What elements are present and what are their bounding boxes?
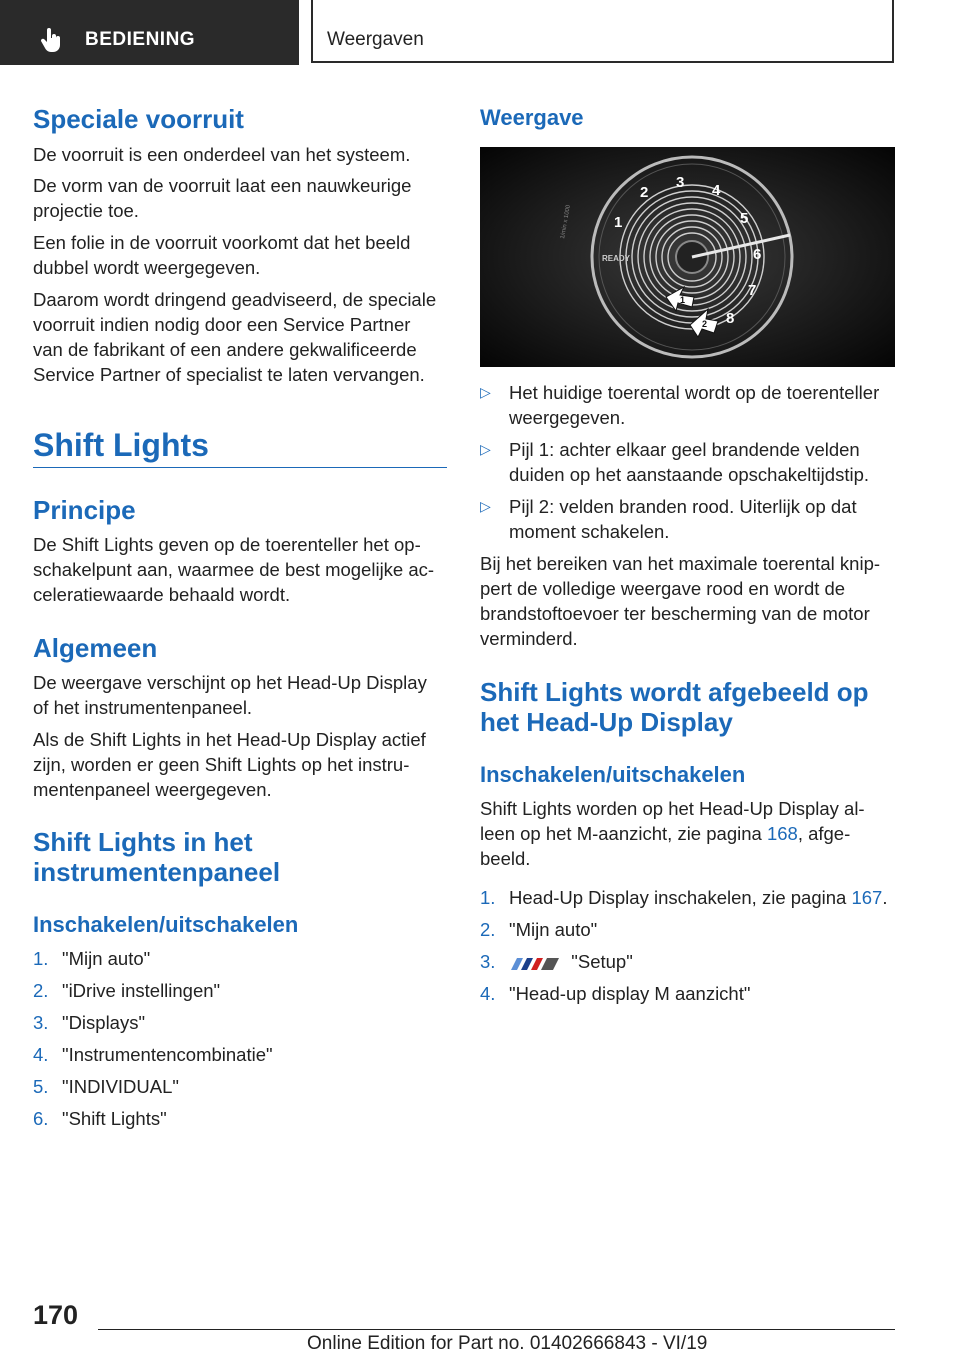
heading-algemeen: Algemeen <box>33 633 158 663</box>
paragraph: Daarom wordt dringend geadviseerd, de speciale <box>33 289 437 310</box>
list-item: ▷ Het huidige toerental wordt op de toerenteller weergegeven. <box>480 382 880 428</box>
paragraph: pert de volledige weergave rood en wordt de <box>480 578 846 599</box>
footer-rule <box>98 1329 895 1330</box>
chapter-label: Weergaven <box>327 29 424 50</box>
paragraph: mentenpaneel weergegeven. <box>33 779 272 800</box>
list-item: 3. "Displays" <box>33 1012 146 1033</box>
paragraph: brandstoftoevoer ter bescherming van de motor <box>480 603 870 624</box>
heading-instr-l2: instrumentenpaneel <box>33 857 281 887</box>
section-label: BEDIENING <box>85 29 196 50</box>
paragraph: De voorruit is een onderdeel van het systeem. <box>33 144 411 165</box>
paragraph: schakelpunt aan, waarmee de best mogelijke ac- <box>33 559 435 580</box>
gauge-number: 5 <box>740 210 749 227</box>
gauge-number: 8 <box>726 310 735 327</box>
heading-shift-lights: Shift Lights <box>33 427 209 463</box>
list-item: 3. "Setup" <box>480 951 633 972</box>
chapter-tab[interactable] <box>311 0 894 63</box>
heading-weergave: Weergave <box>480 105 584 130</box>
paragraph: of het instrumentenpaneel. <box>33 697 253 718</box>
paragraph: Een folie in de voorruit voorkomt dat het beeld <box>33 232 411 253</box>
heading-inschakelen-right: Inschakelen/uitschakelen <box>480 762 746 787</box>
paragraph: van de fabrikant of een andere gekwalificeerde <box>33 339 417 360</box>
svg-text:1: 1 <box>680 295 686 305</box>
page-number: 170 <box>33 1300 79 1330</box>
paragraph: voorruit indien nodig door een Service Partner <box>33 314 411 335</box>
paragraph: Service Partner of specialist te laten vervangen. <box>33 364 425 385</box>
paragraph: zijn, worden er geen Shift Lights op het instru- <box>33 754 410 775</box>
gauge-number: 3 <box>676 174 685 191</box>
gauge-number: 2 <box>640 184 649 201</box>
list-item: 4. "Head-up display M aanzicht" <box>480 983 751 1004</box>
list-item: 6. "Shift Lights" <box>33 1108 167 1129</box>
heading-principe: Principe <box>33 495 136 525</box>
list-item: ▷ Pijl 2: velden branden rood. Uiterlijk op dat moment schakelen. <box>480 496 857 542</box>
list-item: 2. "iDrive instellingen" <box>33 980 221 1001</box>
svg-text:2: 2 <box>702 319 708 329</box>
tachometer-illustration <box>480 147 895 367</box>
paragraph: Als de Shift Lights in het Head-Up Display actief <box>33 729 426 750</box>
list-item: ▷ Pijl 1: achter elkaar geel brandende velden duiden op het aanstaande opschakeltijdstip. <box>480 439 869 485</box>
paragraph: projectie toe. <box>33 200 139 221</box>
list-item: 2. "Mijn auto" <box>480 919 598 940</box>
paragraph: De vorm van de voorruit laat een nauwkeurige <box>33 175 412 196</box>
heading-instr-l1: Shift Lights in het <box>33 827 253 857</box>
paragraph: Shift Lights worden op het Head-Up Display al- <box>480 798 865 819</box>
edition-text: Online Edition for Part no. 01402666843 - VI/19 <box>307 1333 708 1354</box>
paragraph: Bij het bereiken van het maximale toerental knip- <box>480 553 881 574</box>
paragraph: beeld. <box>480 848 531 869</box>
ready-label: READY <box>602 254 631 263</box>
list-item: 4. "Instrumentencombinatie" <box>33 1044 273 1065</box>
gauge-number: 6 <box>753 246 762 263</box>
heading-speciale-voorruit: Speciale voorruit <box>33 104 244 134</box>
heading-hud-l2: het Head-Up Display <box>480 707 733 737</box>
gauge-number: 1 <box>614 214 623 231</box>
list-item: 1. Head-Up Display inschakelen, zie pagina 167. <box>480 887 888 908</box>
paragraph: dubbel wordt weergegeven. <box>33 257 261 278</box>
heading-rule <box>33 467 447 468</box>
paragraph: verminderd. <box>480 628 578 649</box>
triangle-bullet-icon: ▷ <box>480 498 491 514</box>
heading-inschakelen-left: Inschakelen/uitschakelen <box>33 912 299 937</box>
list-item: 5. "INDIVIDUAL" <box>33 1076 179 1097</box>
unit-label: 1/min x 1000 <box>560 204 572 240</box>
paragraph: De Shift Lights geven op de toerenteller het op- <box>33 534 421 555</box>
tachometer-image <box>480 147 895 367</box>
paragraph: celeratiewaarde behaald wordt. <box>33 584 291 605</box>
section-tab[interactable] <box>0 0 299 65</box>
m-logo-icon <box>509 954 561 972</box>
paragraph: De weergave verschijnt op het Head-Up Display <box>33 672 427 693</box>
triangle-bullet-icon: ▷ <box>480 384 491 400</box>
hand-pointer-icon <box>40 28 62 52</box>
list-item: 1. "Mijn auto" <box>33 948 151 969</box>
page-link-167[interactable]: 167 <box>851 887 883 908</box>
gauge-number: 7 <box>748 282 757 299</box>
page-link-168[interactable]: 168 <box>766 823 798 844</box>
paragraph: leen op het M-aanzicht, zie pagina 168, afge- <box>480 823 851 844</box>
heading-hud-l1: Shift Lights wordt afgebeeld op <box>480 677 869 707</box>
triangle-bullet-icon: ▷ <box>480 441 491 457</box>
gauge-number: 4 <box>712 182 721 199</box>
